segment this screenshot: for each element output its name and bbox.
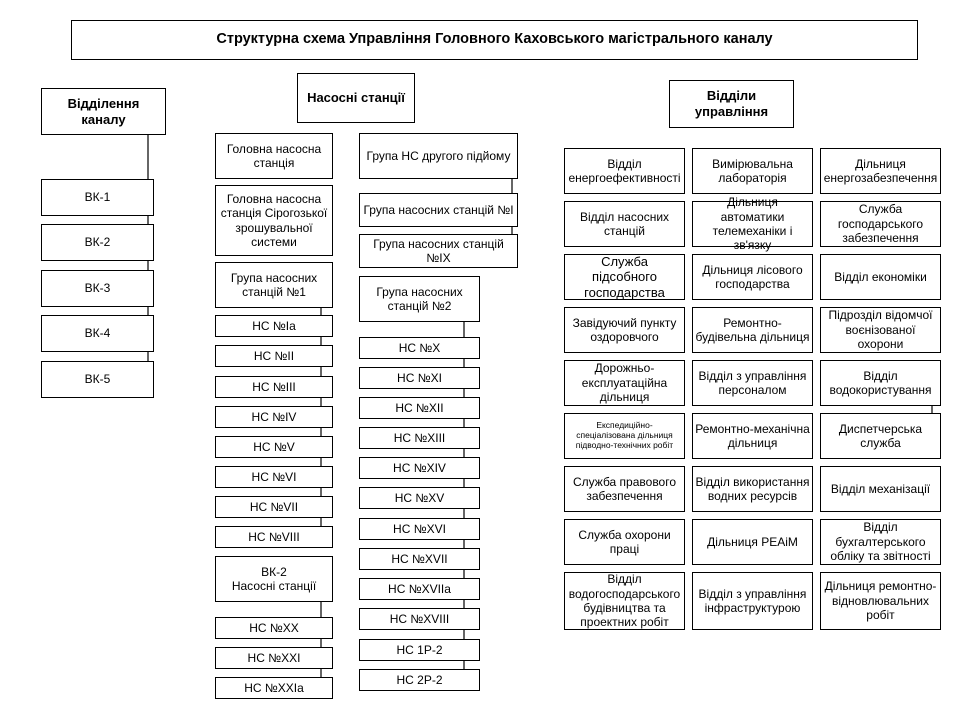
pump-group-1: Група насосних станцій №1 <box>215 262 333 308</box>
department-box: Служба охорони праці <box>564 519 685 565</box>
second-lift-group: Група НС другого підйому <box>359 133 518 179</box>
department-box: Відділ бухгалтерського обліку та звітності <box>820 519 941 565</box>
pump-station-item: НС №XVI <box>359 518 480 540</box>
pump-station-item: НС №XX <box>215 617 333 639</box>
canal-item-vk1: ВК-1 <box>41 179 154 216</box>
department-box: Відділ використання водних ресурсів <box>692 466 813 512</box>
department-box: Служба господарського забезпечення <box>820 201 941 247</box>
pump-station-item: НС 1Р-2 <box>359 639 480 661</box>
department-box: Відділ водогосподарського будівництва та проектних робіт <box>564 572 685 630</box>
pump-station-item: НС №X <box>359 337 480 359</box>
department-box: Відділ насосних станцій <box>564 201 685 247</box>
department-box: Відділ енергоефективності <box>564 148 685 194</box>
pump-station-item: НС №XIV <box>359 457 480 479</box>
department-box: Вимірювальна лабораторія <box>692 148 813 194</box>
canal-header: Відділення каналу <box>41 88 166 135</box>
department-box: Завідуючий пункту оздоровчого <box>564 307 685 353</box>
pump-station-item: НС №IV <box>215 406 333 428</box>
pump-station-item: НС №VI <box>215 466 333 488</box>
pump-station-item: НС №XVIII <box>359 608 480 630</box>
pump-group-IX: Група насосних станцій №IX <box>359 234 518 268</box>
pump-station-item: НС №XII <box>359 397 480 419</box>
canal-item-vk5: ВК-5 <box>41 361 154 398</box>
pump-group-I: Група насосних станцій №I <box>359 193 518 227</box>
department-box: Відділ водокористування <box>820 360 941 406</box>
department-box: Експедиційно-спеціалізована дільниця підводно-технічних робіт <box>564 413 685 459</box>
department-box: Служба підсобного господарства <box>564 254 685 300</box>
department-box: Дільниця РЕАіМ <box>692 519 813 565</box>
department-box: Дільниця ремонтно-відновлювальних робіт <box>820 572 941 630</box>
sirogozka-pump-station: Головна насосна станція Сірогозької зрошувальної системи <box>215 185 333 256</box>
pump-station-item: НС №XVII <box>359 548 480 570</box>
department-box: Дільниця автоматики телемеханіки і зв'язку <box>692 201 813 247</box>
pump-station-item: НС №II <box>215 345 333 367</box>
canal-item-vk3: ВК-3 <box>41 270 154 307</box>
department-box: Підрозділ відомчої воєнізованої охорони <box>820 307 941 353</box>
pump-station-item: НС №VIII <box>215 526 333 548</box>
pump-station-item: НС №XXIa <box>215 677 333 699</box>
pump-station-item: НС №V <box>215 436 333 458</box>
departments-header: Відділи управління <box>669 80 794 128</box>
department-box: Ремонтно-будівельна дільниця <box>692 307 813 353</box>
department-box: Дорожньо-експлуатаційна дільниця <box>564 360 685 406</box>
department-box: Відділ з управління інфраструктурою <box>692 572 813 630</box>
department-box: Ремонтно-механічна дільниця <box>692 413 813 459</box>
canal-item-vk4: ВК-4 <box>41 315 154 352</box>
pump-station-item: НС №VII <box>215 496 333 518</box>
pump-station-item: НС №XIII <box>359 427 480 449</box>
pump-station-item: НС №XVIIa <box>359 578 480 600</box>
page-title: Структурна схема Управління Головного Каховського магістрального каналу <box>71 20 918 60</box>
pump-station-item: НС №XV <box>359 487 480 509</box>
pumps-header: Насосні станції <box>297 73 415 123</box>
pump-group-2: Група насосних станцій №2 <box>359 276 480 322</box>
pump-station-item: НС 2Р-2 <box>359 669 480 691</box>
department-box: Дільниця енергозабезпечення <box>820 148 941 194</box>
department-box: Диспетчерська служба <box>820 413 941 459</box>
canal-item-vk2: ВК-2 <box>41 224 154 261</box>
department-box: Служба правового забезпечення <box>564 466 685 512</box>
vk2-pump-stations: ВК-2 Насосні станції <box>215 556 333 602</box>
department-box: Відділ економіки <box>820 254 941 300</box>
department-box: Дільниця лісового господарства <box>692 254 813 300</box>
department-box: Відділ з управління персоналом <box>692 360 813 406</box>
pump-station-item: НС №Ia <box>215 315 333 337</box>
pump-station-item: НС №III <box>215 376 333 398</box>
department-box: Відділ механізації <box>820 466 941 512</box>
main-pump-station: Головна насосна станція <box>215 133 333 179</box>
pump-station-item: НС №XI <box>359 367 480 389</box>
pump-station-item: НС №XXI <box>215 647 333 669</box>
